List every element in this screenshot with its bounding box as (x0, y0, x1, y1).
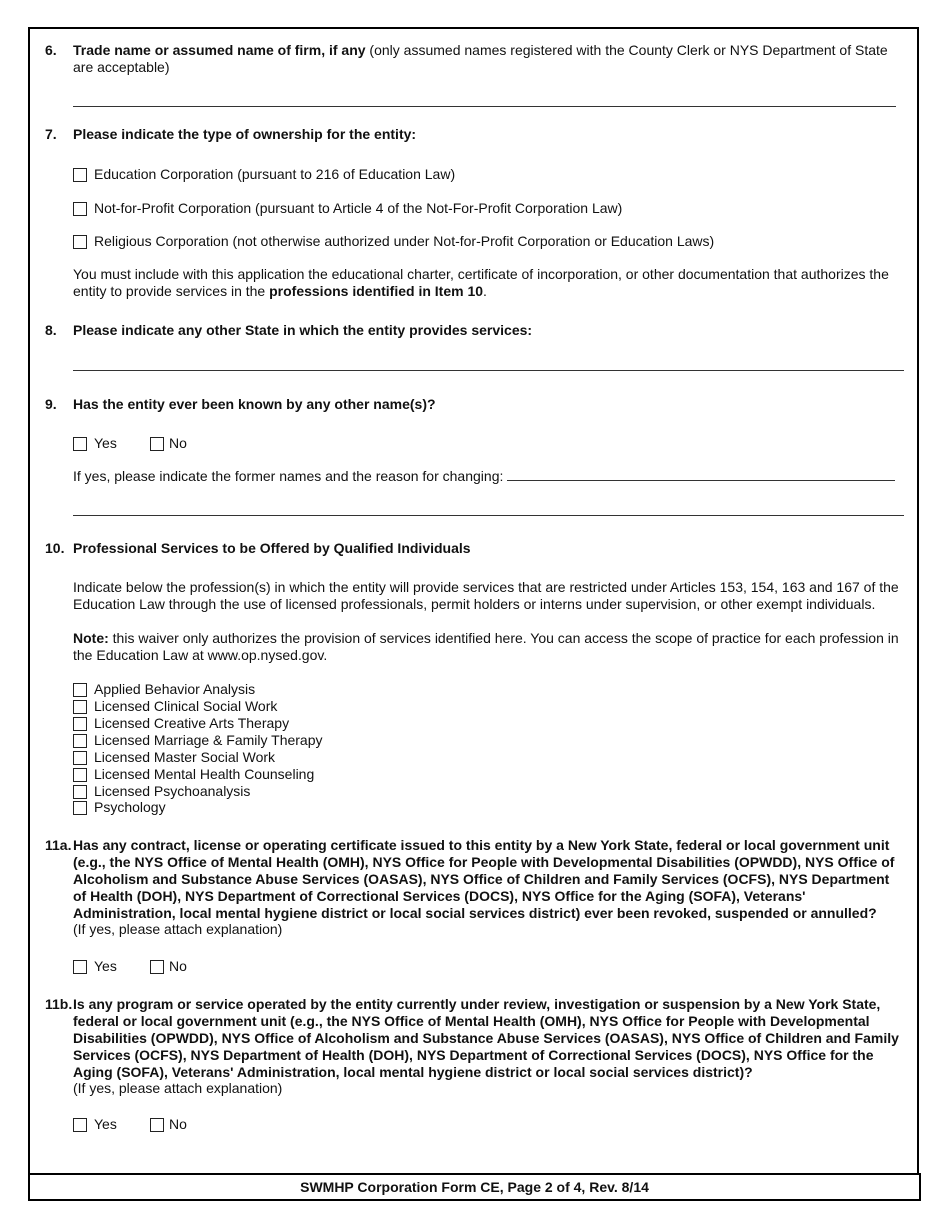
q9-no-checkbox[interactable] (150, 437, 164, 451)
q11b-no-checkbox[interactable] (150, 1118, 164, 1132)
q10-intro: Indicate below the profession(s) in which the entity will provide services that are restricted under Articles 153, 154, 163 and 167 of the Education Law through the use of licensed professionals, permit holders or interns under supervision, or other exempt individuals. (73, 579, 899, 612)
q9-former-names-field[interactable] (507, 467, 895, 481)
q11a-number: 11a. (45, 837, 72, 853)
q11b-note: (If yes, please attach explanation) (73, 1080, 283, 1096)
q10-clinical-social-work-checkbox[interactable] (73, 700, 87, 714)
q9-yes-checkbox[interactable] (73, 437, 87, 451)
q7-instruction-bold: professions identified in Item 10 (269, 283, 484, 299)
q7-religious-corporation-checkbox[interactable] (73, 235, 87, 249)
q10-number: 10. (45, 540, 65, 556)
q7-instruction-end: . (483, 283, 487, 299)
q10-title: Professional Services to be Offered by Qualified Individuals (73, 540, 471, 556)
q11a-yes-label: Yes (94, 958, 117, 974)
q7-instruction (73, 266, 905, 300)
page-footer: SWMHP Corporation Form CE, Page 2 of 4, Rev. 8/14 (28, 1173, 921, 1201)
q7-option-label: Religious Corporation (not otherwise authorized under Not-for-Profit Corporation or Education Laws) (94, 233, 715, 249)
q9-yes-label: Yes (94, 435, 117, 451)
q6-title: Trade name or assumed name of firm, if any (73, 42, 366, 58)
q11a-note: (If yes, please attach explanation) (73, 921, 283, 937)
q6-answer-line[interactable] (73, 106, 896, 107)
q11a-title: Has any contract, license or operating certificate issued to this entity by a New York State, federal or local government unit (e.g., the NYS Office of Mental Health (OMH), NYS Office for People with Developmental Disabilities (OPWDD), NYS Office of Alcoholism and Substance Abuse Services (OASAS), NYS Office of Children and Family Services (OCFS), NYS Department of Health (DOH), NYS Department of Correctional Services (DOCS), NYS Office for the Aging (SOFA), Veterans' Administration, local mental hygiene district or local social services district) ever been revoked, suspended or annulled? (73, 837, 895, 921)
q6-number: 6. (45, 42, 57, 58)
q10-marriage-family-therapy-checkbox[interactable] (73, 734, 87, 748)
q10-psychology-checkbox[interactable] (73, 801, 87, 815)
q8-answer-line[interactable] (73, 370, 904, 371)
q10-note-label: Note: (73, 630, 109, 646)
q7-option-label: Not-for-Profit Corporation (pursuant to Article 4 of the Not-For-Profit Corporation Law) (94, 200, 623, 216)
q11a-no-label: No (169, 958, 187, 974)
q10-mental-health-counseling-checkbox[interactable] (73, 768, 87, 782)
q7-education-corporation-checkbox[interactable] (73, 168, 87, 182)
q10-profession-label: Licensed Psychoanalysis (94, 783, 251, 799)
q10-profession-label: Licensed Clinical Social Work (94, 698, 278, 714)
q10-profession-label: Licensed Mental Health Counseling (94, 766, 315, 782)
q8-number: 8. (45, 322, 57, 338)
q11b-yes-checkbox[interactable] (73, 1118, 87, 1132)
q7-number: 7. (45, 126, 57, 142)
q11a-yes-checkbox[interactable] (73, 960, 87, 974)
q11b-title: Is any program or service operated by the entity currently under review, investigation or suspension by a New York State, federal or local government unit (e.g., the NYS Office of Mental Health (OMH), NYS Office for People with Developmental Disabilities (OPWDD), NYS Office of Alcoholism and Substance Abuse Services (OASAS), NYS Office of Children and Family Services (OCFS), NYS Department of Health (DOH), NYS Department of Correctional Services (DOCS), NYS Office for the Aging (SOFA), Veterans' Administration, local mental hygiene district or local social services district)? (73, 996, 899, 1080)
q10-profession-label: Licensed Master Social Work (94, 749, 276, 765)
q6-text (73, 42, 905, 76)
q7-instruction-text: You must include with this application the educational charter, certificate of incorporation, or other documentation that authorizes the entity to provide services in the (73, 266, 889, 299)
q10-creative-arts-therapy-checkbox[interactable] (73, 717, 87, 731)
q6-note: (only assumed names registered with the County Clerk or NYS Department of State are acceptable) (73, 42, 888, 75)
q10-note (73, 630, 905, 664)
q9-number: 9. (45, 396, 57, 412)
q10-profession-label: Applied Behavior Analysis (94, 681, 256, 697)
q7-option-label: Education Corporation (pursuant to 216 of Education Law) (94, 166, 456, 182)
q8-title: Please indicate any other State in which the entity provides services: (73, 322, 533, 338)
q9-followup (73, 467, 895, 485)
q11a-no-checkbox[interactable] (150, 960, 164, 974)
q7-title: Please indicate the type of ownership for the entity: (73, 126, 417, 142)
q11b-yes-label: Yes (94, 1116, 117, 1132)
q10-profession-label: Psychology (94, 799, 166, 815)
q9-answer-line[interactable] (73, 515, 904, 516)
q9-title: Has the entity ever been known by any other name(s)? (73, 396, 436, 412)
q9-followup-text: If yes, please indicate the former names and the reason for changing: (73, 468, 508, 484)
q10-psychoanalysis-checkbox[interactable] (73, 785, 87, 799)
q11b-no-label: No (169, 1116, 187, 1132)
q7-not-for-profit-checkbox[interactable] (73, 202, 87, 216)
q9-no-label: No (169, 435, 187, 451)
q10-master-social-work-checkbox[interactable] (73, 751, 87, 765)
q11b-number: 11b. (45, 996, 73, 1012)
q10-applied-behavior-analysis-checkbox[interactable] (73, 683, 87, 697)
q10-profession-label: Licensed Creative Arts Therapy (94, 715, 290, 731)
q10-profession-label: Licensed Marriage & Family Therapy (94, 732, 323, 748)
q10-note-text: this waiver only authorizes the provision of services identified here. You can access the scope of practice for each profession in the Education Law at www.op.nysed.gov. (73, 630, 899, 663)
